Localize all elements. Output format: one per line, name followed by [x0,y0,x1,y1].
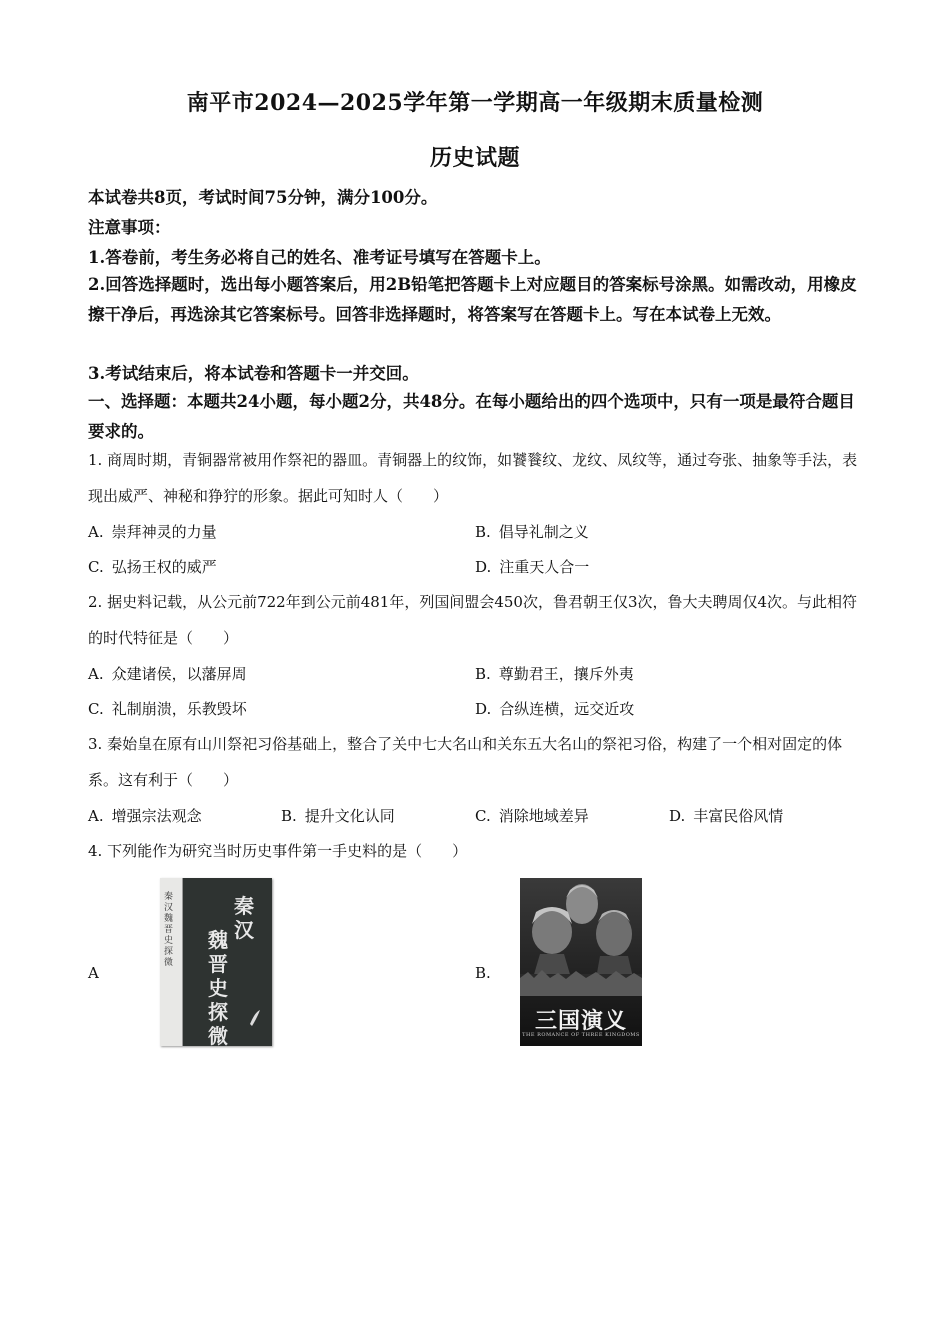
option-letter: B. [475,665,491,683]
option-text: 消除地域差异 [498,807,589,825]
option-letter: A. [88,665,104,683]
option-letter: C. [88,558,104,576]
option-text: 倡导礼制之义 [498,523,589,541]
option-letter: A. [88,807,104,825]
question-1-option-c[interactable] [88,557,217,577]
option-text: 弘扬王权的威严 [111,558,217,576]
question-4-option-a[interactable] [88,963,99,983]
brush-stroke-icon [248,1008,262,1028]
question-3-option-b[interactable] [281,806,395,826]
option-letter: C. [88,700,104,718]
exam-summary: 本试卷共8页，考试时间75分钟，满分100分。 [88,188,438,207]
option-text: 注重天人合一 [499,558,590,576]
option-letter: D. [669,807,686,825]
subject-title: 历史试题 [429,145,520,171]
option-letter: B. [281,807,297,825]
question-2-option-c[interactable] [88,699,247,719]
poster-subtitle: THE ROMANCE OF THREE KINGDOMS [522,1032,640,1038]
option-text: 尊勤君王，攘斥外夷 [498,665,634,683]
notice-item-2: 2.回答选择题时，选出每小题答案后，用2B铅笔把答题卡上对应题目的答案标号涂黑。如需改动，用橡皮擦干净后，再选涂其它答案标号。回答非选择题时，将答案写在答题卡上。写在本试卷上无效。 [88,275,857,324]
option-text: 礼制崩溃，乐教毁坏 [111,700,247,718]
book-spine [160,878,183,1046]
tv-poster-image [520,878,642,1046]
option-letter: B. [475,964,491,982]
poster-title: 三国演义 [534,1008,627,1034]
question-2-option-a[interactable] [88,664,247,684]
section-heading: 一、选择题：本题共24小题，每小题2分，共48分。在每小题给出的四个选项中，只有一项是最符合题目要求的。 [88,392,855,441]
book-spine-text: 秦汉魏晋史探微 [164,892,174,968]
option-letter: C. [475,807,491,825]
option-text: 增强宗法观念 [111,807,202,825]
book-subtitle: 魏晋史探微 [208,928,228,1048]
option-letter: A [88,964,99,982]
question-2-option-d[interactable] [475,699,634,719]
exam-title: 南平市2024—2025学年第一学期高一年级期末质量检测 [186,90,764,116]
question-2-option-b[interactable] [475,664,634,684]
option-text: 崇拜神灵的力量 [111,523,217,541]
question-1-option-a[interactable] [88,522,217,542]
notice-item-3: 3.考试结束后，将本试卷和答题卡一并交回。 [88,364,419,383]
question-3-option-a[interactable] [88,806,202,826]
question-2-stem: 2. 据史料记载，从公元前722年到公元前481年，列国间盟会450次，鲁君朝王仅3次，鲁大夫聘周仅4次。与此相符的时代特征是（ ） [88,593,858,647]
question-3-option-c[interactable] [475,806,589,826]
question-3-option-d[interactable] [669,806,783,826]
notice-heading: 注意事项： [88,218,171,237]
question-1-stem: 1. 商周时期，青铜器常被用作祭祀的器皿。青铜器上的纹饰，如饕餮纹、龙纹、凤纹等，通过夸张、抽象等手法，表现出威严、神秘和狰狞的形象。据此可知时人（ ） [88,451,858,505]
option-letter: B. [475,523,491,541]
option-text: 众建诸侯，以藩屏周 [111,665,247,683]
book-title: 秦汉 [234,894,254,942]
book-cover-image [160,878,272,1046]
option-letter: D. [475,558,492,576]
question-1-option-b[interactable] [475,522,589,542]
option-text: 合纵连横，远交近攻 [499,700,635,718]
option-text: 提升文化认同 [304,807,395,825]
option-letter: A. [88,523,104,541]
question-3-stem: 3. 秦始皇在原有山川祭祀习俗基础上，整合了关中七大名山和关东五大名山的祭祀习俗，构建了一个相对固定的体系。这有利于（ ） [88,735,843,789]
question-4-stem: 4. 下列能作为研究当时历史事件第一手史料的是（ ） [88,842,468,860]
question-1-option-d[interactable] [475,557,589,577]
option-text: 丰富民俗风情 [693,807,784,825]
question-4-option-b[interactable] [475,963,491,983]
notice-item-1: 1.答卷前，考生务必将自己的姓名、准考证号填写在答题卡上。 [88,248,551,267]
option-letter: D. [475,700,492,718]
